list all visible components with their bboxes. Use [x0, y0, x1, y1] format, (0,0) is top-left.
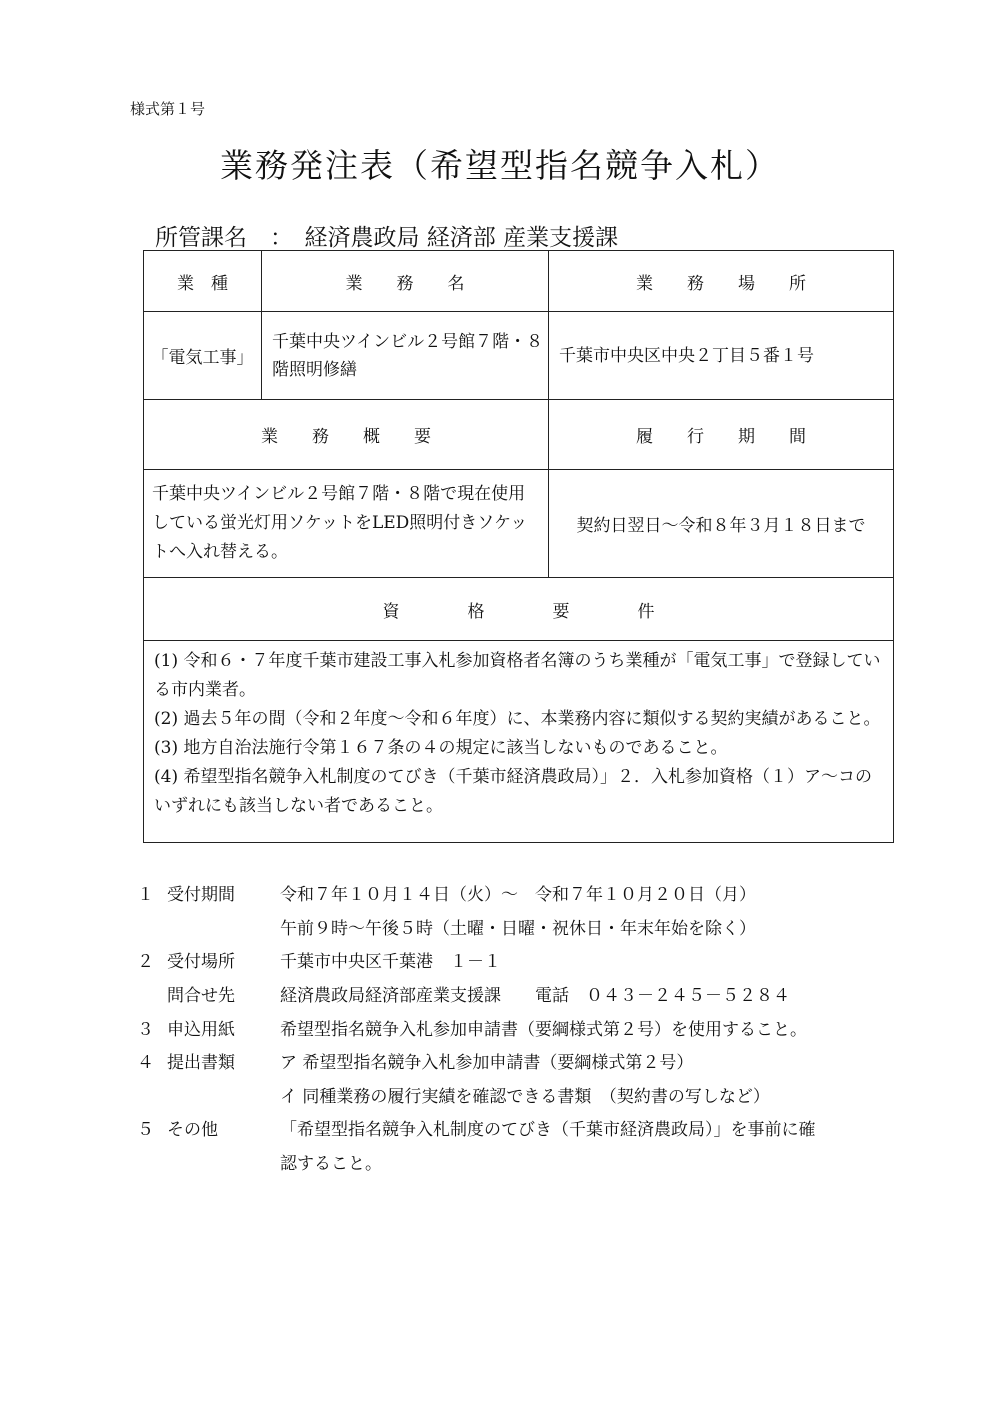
work-location-value: 千葉市中央区中央２丁目５番１号 [549, 312, 894, 400]
requirement-item: (1) 令和６・７年度千葉市建設工事入札参加資格者名簿のうち業種が「電気工事」で登録している市内業者。 [154, 651, 881, 700]
info-value: 希望型指名競争入札参加申請書（要綱様式第２号）を使用すること。 [280, 1019, 807, 1040]
requirement-item: (4) 希望型指名競争入札制度のてびき（千葉市経済農政局）」２．入札参加資格（１）ア～コのいずれにも該当しない者であること。 [154, 767, 872, 816]
header-work-name: 業 務 名 [262, 251, 549, 312]
period-value: 契約日翌日～令和８年３月１８日まで [549, 470, 894, 578]
info-value: 認すること。 [280, 1154, 382, 1175]
header-period: 履 行 期 間 [549, 400, 894, 470]
info-value: 経済農政局経済部産業支援課 電話 ０４３－２４５－５２８４ [280, 986, 790, 1007]
info-row [137, 977, 816, 1011]
work-summary-value: 千葉中央ツインビル２号館７階・８階で現在使用している蛍光灯用ソケットをLED照明付きソケットへ入れ替える。 [144, 470, 549, 578]
info-number: ５ [137, 1120, 154, 1141]
info-value: 「希望型指名競争入札制度のてびき（千葉市経済農政局）」を事前に確 [280, 1120, 816, 1141]
info-value: 令和７年１０月１４日（火）～ 令和７年１０月２０日（月） [280, 885, 756, 906]
application-info [137, 876, 816, 1178]
info-number: １ [137, 885, 154, 906]
header-category: 業 種 [144, 251, 262, 312]
info-row [137, 910, 816, 944]
info-number: ２ [137, 952, 154, 973]
qualification-requirements [144, 641, 894, 843]
info-number: ４ [137, 1053, 154, 1074]
info-label: 申込用紙 [167, 1019, 235, 1040]
info-row [137, 1145, 816, 1179]
header-qualifications: 資 格 要 件 [144, 578, 894, 641]
info-value: ア 希望型指名競争入札参加申請書（要綱様式第２号） [280, 1053, 694, 1074]
requirement-item: (2) 過去５年の間（令和２年度～令和６年度）に、本業務内容に類似する契約実績があること。 [154, 709, 881, 729]
header-work-summary: 業 務 概 要 [144, 400, 549, 470]
info-value: イ 同種業務の履行実績を確認できる書類 （契約書の写しなど） [280, 1086, 770, 1107]
info-row [137, 1078, 816, 1112]
info-value: 午前９時～午後５時（土曜・日曜・祝休日・年末年始を除く） [280, 918, 756, 939]
document-title: 業務発注表（希望型指名競争入札） [220, 146, 780, 185]
info-row [137, 943, 816, 977]
work-order-table [143, 250, 894, 843]
info-number: ３ [137, 1019, 154, 1040]
info-label: 受付場所 [167, 952, 235, 973]
info-label: 受付期間 [167, 885, 235, 906]
info-row [137, 1010, 816, 1044]
info-label: その他 [167, 1120, 218, 1141]
info-value: 千葉市中央区千葉港 １－１ [280, 952, 501, 973]
info-label: 問合せ先 [167, 986, 235, 1007]
info-label: 提出書類 [167, 1053, 235, 1074]
work-name-value: 千葉中央ツインビル２号館７階・８階照明修繕 [262, 312, 549, 400]
info-row [137, 1111, 816, 1145]
requirement-item: (3) 地方自治法施行令第１６７条の４の規定に該当しないものであること。 [154, 738, 728, 758]
info-row [137, 876, 816, 910]
department-name: 所管課名 ： 経済農政局 経済部 産業支援課 [155, 225, 619, 251]
form-number: 様式第１号 [130, 100, 206, 118]
info-row [137, 1044, 816, 1078]
header-work-location: 業 務 場 所 [549, 251, 894, 312]
category-value: 「電気工事」 [144, 312, 262, 400]
